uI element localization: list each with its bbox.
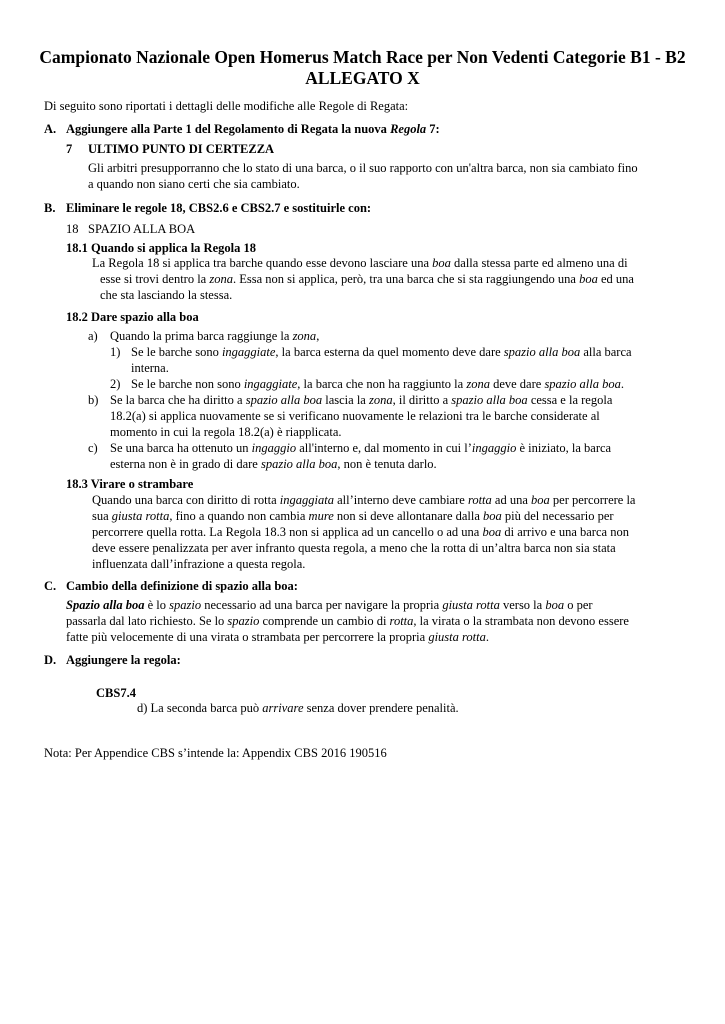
- text: cessa e la regola: [527, 393, 613, 407]
- text: Se una barca ha ottenuto un: [110, 441, 252, 455]
- rule-cbs-7-4: CBS7.4: [96, 686, 136, 700]
- rule-18-3-title: 18.3 Virare o strambare: [66, 477, 194, 491]
- item-a2-label: 2): [110, 377, 121, 391]
- text: ,: [316, 329, 320, 343]
- emphasis: ingaggio: [471, 441, 517, 455]
- item-c-text-line-2: [110, 456, 437, 472]
- rule-18-1-title: 18.1 Quando si applica la Regola 18: [66, 241, 256, 255]
- emphasis: boa: [531, 493, 550, 507]
- emphasis: boa: [482, 525, 502, 539]
- item-b-label: b): [88, 393, 99, 407]
- intro-text: Di seguito sono riportati i dettagli delle modifiche alle Regole di Regata:: [44, 99, 409, 113]
- emphasis: boa: [483, 509, 502, 523]
- text: Quando la prima barca raggiunge la: [110, 329, 293, 343]
- rule-18-2-title: 18.2 Dare spazio alla boa: [66, 310, 199, 324]
- text: , fino a quando non cambia: [169, 509, 309, 523]
- text: lascia la: [322, 393, 369, 407]
- emphasis: ingaggiata: [279, 493, 334, 507]
- section-b-label: B.: [44, 201, 56, 215]
- rule-7-text-line-2: a quando non siano certi che sia cambiato.: [88, 177, 300, 191]
- emphasis: rotta: [467, 493, 492, 507]
- section-c-label: C.: [44, 579, 57, 593]
- rule-18-1-line-3: che sta lasciando la stessa.: [100, 288, 233, 302]
- footnote: Nota: Per Appendice CBS s’intende la: Appendix CBS 2016 190516: [44, 746, 387, 760]
- emphasis: spazio alla boa: [260, 457, 338, 471]
- emphasis: zona: [209, 272, 233, 286]
- text: Aggiungere alla Parte 1 del Regolamento di Regata la nuova: [66, 122, 391, 136]
- emphasis: ingaggiate: [243, 377, 298, 391]
- text: . Essa non si applica, però, tra una barca che si sta raggiungendo una: [232, 272, 580, 286]
- emphasis: spazio alla boa: [503, 345, 581, 359]
- text: Quando una barca con diritto di rotta: [92, 493, 280, 507]
- item-b-text-line-1: [110, 392, 612, 408]
- text: più del necessario per: [501, 509, 614, 523]
- term: Spazio alla boa: [66, 598, 145, 612]
- text: , la barca che non ha raggiunto la: [297, 377, 467, 391]
- text: ed una: [597, 272, 634, 286]
- emphasis: giusta rotta: [442, 598, 500, 612]
- section-c-line-3: [66, 629, 489, 645]
- item-a1-text-line-1: [131, 344, 632, 360]
- rule-18-3-line-3: [92, 524, 629, 540]
- emphasis: rotta: [389, 614, 414, 628]
- section-a-heading: [66, 121, 440, 137]
- text: è lo: [144, 598, 170, 612]
- document-title: [30, 47, 695, 89]
- section-a-label: A.: [44, 122, 57, 136]
- text: è iniziato, la barca: [516, 441, 612, 455]
- rule-18-3-line-1: [92, 492, 635, 508]
- emphasis: spazio: [169, 598, 202, 612]
- item-a1-label: 1): [110, 345, 121, 359]
- emphasis: spazio alla boa: [245, 393, 323, 407]
- text: , non è tenuta darlo.: [337, 457, 437, 471]
- item-b-text-line-3: momento in cui la regola 18.2(a) è riapplicata.: [110, 425, 342, 439]
- item-c-text-line-1: [110, 440, 611, 456]
- section-b-heading: Eliminare le regole 18, CBS2.6 e CBS2.7 e sostituirle con:: [66, 201, 372, 215]
- rule-18-3-line-2: [92, 508, 614, 524]
- emphasis: ingaggio: [251, 441, 297, 455]
- rule-7-text-line-1: Gli arbitri presupporranno che lo stato di una barca, o il suo rapporto con un'altra barca, non sia cambiato fino: [88, 161, 638, 175]
- text: all’interno deve cambiare: [333, 493, 468, 507]
- emphasis: boa: [545, 598, 565, 612]
- rule-cbs-7-4-text: [137, 700, 459, 716]
- text: , la virata o la strambata non devono essere: [413, 614, 629, 628]
- emphasis: arrivare: [262, 701, 304, 715]
- text: dalla stessa parte ed almeno una di: [450, 256, 628, 270]
- emphasis: boa: [432, 256, 451, 270]
- title-line-1: Campionato Nazionale Open Homerus Match Race per Non Vedenti Categorie B1 - B2: [39, 47, 686, 67]
- section-d-heading: Aggiungere la regola:: [66, 653, 181, 667]
- text: verso la: [499, 598, 546, 612]
- rule-18-3-line-4: deve essere penalizzata per aver infranto questa regola, a meno che la rotta di un’altra barca non sia stata: [92, 541, 616, 555]
- text: o per: [564, 598, 593, 612]
- text: deve dare: [489, 377, 545, 391]
- emphasis: zona: [368, 393, 393, 407]
- text: fatte più velocemente di una virata o strambata per percorrere la propria: [66, 630, 429, 644]
- emphasis: spazio: [227, 614, 260, 628]
- text: sua: [92, 509, 112, 523]
- text: 7:: [426, 122, 440, 136]
- emphasis: spazio alla boa: [544, 377, 621, 391]
- text: d) La seconda barca può: [137, 701, 263, 715]
- section-c-line-1: [66, 597, 593, 613]
- text: La Regola 18 si applica tra barche quando esse devono lasciare una: [92, 256, 433, 270]
- emphasis: ingaggiate: [221, 345, 276, 359]
- emphasis: giusta rotta: [428, 630, 486, 644]
- emphasis: zona: [292, 329, 317, 343]
- section-c-line-2: [66, 613, 629, 629]
- item-a-label: a): [88, 329, 98, 343]
- text: comprende un cambio di: [259, 614, 390, 628]
- rule-18-1-line-2: [100, 271, 634, 287]
- text: necessario ad una barca per navigare la propria: [201, 598, 443, 612]
- emphasis: spazio alla boa: [451, 393, 528, 407]
- emphasis: Regola: [390, 122, 427, 136]
- text: Se le barche sono: [131, 345, 222, 359]
- text: percorrere quella rotta. La Regola 18.3 non si applica ad un cancello o ad una: [92, 525, 483, 539]
- rule-18-1-line-1: [92, 255, 628, 271]
- rule-7-number: 7: [66, 142, 73, 156]
- text: esterna non è in grado di dare: [110, 457, 261, 471]
- item-c-label: c): [88, 441, 98, 455]
- rule-18-number: 18: [66, 222, 79, 236]
- text: di arrivo e una barca non: [501, 525, 629, 539]
- emphasis: giusta rotta: [111, 509, 170, 523]
- item-a1-text-line-2: interna.: [131, 361, 169, 375]
- text: alla barca: [580, 345, 632, 359]
- section-d-label: D.: [44, 653, 57, 667]
- text: , il diritto a: [392, 393, 452, 407]
- item-b-text-line-2: 18.2(a) si applica nuovamente se si verificano nuovamente le relazioni tra le barche considerate al: [110, 409, 600, 423]
- text: non si deve allontanare dalla: [333, 509, 484, 523]
- emphasis: boa: [579, 272, 598, 286]
- text: .: [620, 377, 624, 391]
- rule-18-3-line-5: influenzata dall’infrazione a questa regola.: [92, 557, 306, 571]
- rule-18-title: SPAZIO ALLA BOA: [88, 222, 196, 236]
- emphasis: zona: [466, 377, 490, 391]
- text: all'interno e, dal momento in cui l’: [296, 441, 472, 455]
- text: per percorrere la: [549, 493, 636, 507]
- text: Se la barca che ha diritto a: [110, 393, 246, 407]
- section-c-heading: Cambio della definizione di spazio alla boa:: [66, 579, 298, 593]
- title-line-2: ALLEGATO X: [305, 68, 420, 88]
- text: Se le barche non sono: [131, 377, 244, 391]
- item-a-text: [110, 328, 319, 344]
- emphasis: mure: [308, 509, 334, 523]
- text: , la barca esterna da quel momento deve dare: [275, 345, 504, 359]
- item-a2-text: [131, 376, 624, 392]
- text: senza dover prendere penalità.: [303, 701, 459, 715]
- text: esse si trovi dentro la: [100, 272, 210, 286]
- text: passarla dal lato richiesto. Se lo: [66, 614, 228, 628]
- text: ad una: [491, 493, 532, 507]
- text: .: [485, 630, 489, 644]
- rule-7-title: ULTIMO PUNTO DI CERTEZZA: [88, 142, 275, 156]
